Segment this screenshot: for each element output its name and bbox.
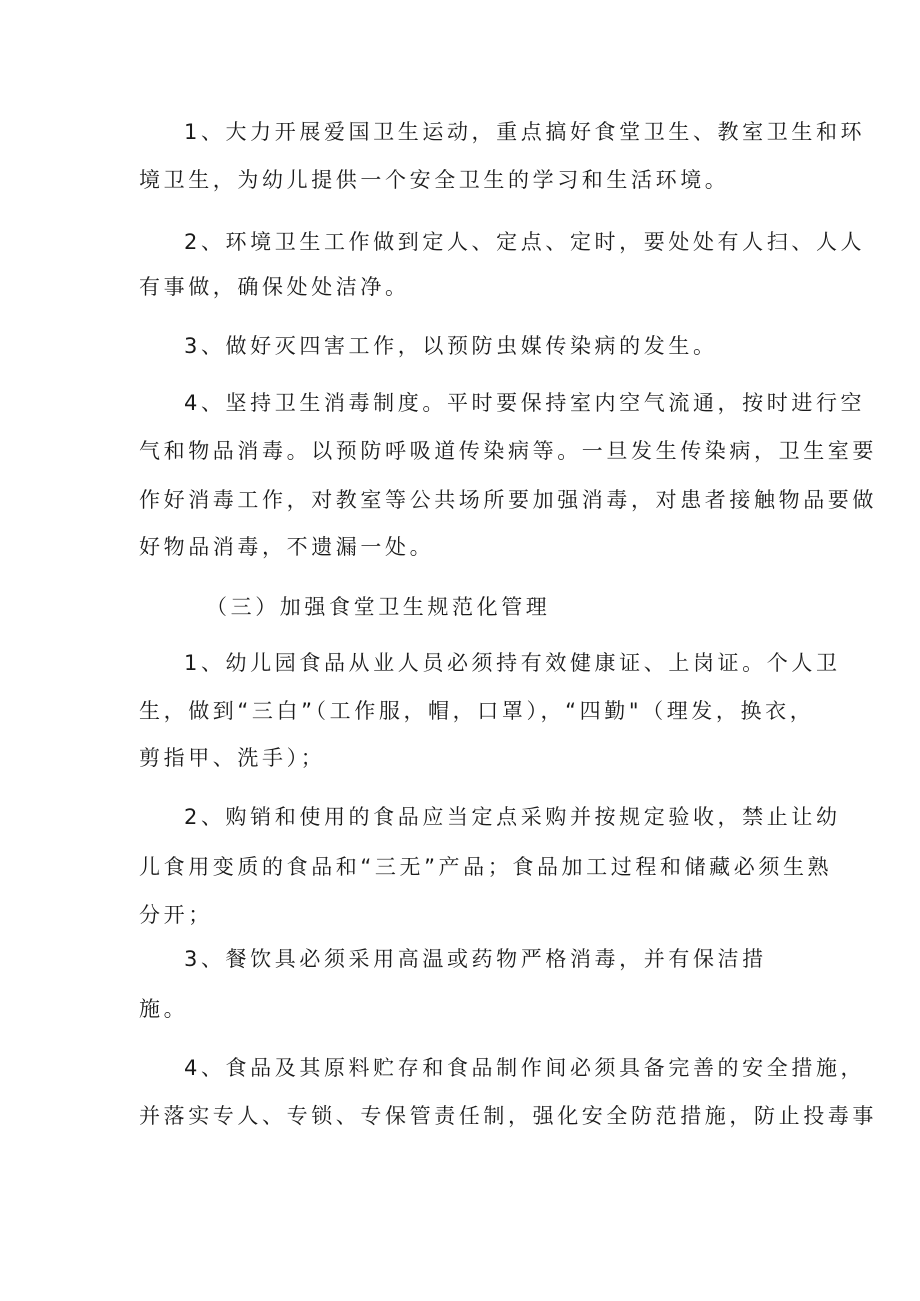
- paragraph-line: 有事做，确保处处洁净。: [139, 275, 410, 299]
- paragraph-line: 气和物品消毒。以预防呼吸道传染病等。一旦发生传染病，卫生室要: [139, 439, 877, 463]
- paragraph-line: 境卫生，为幼儿提供一个安全卫生的学习和生活环境。: [139, 168, 730, 192]
- paragraph-line: 剪指甲、洗手）；: [139, 746, 326, 770]
- paragraph-line: 1、大力开展爱国卫生运动，重点搞好食堂卫生、教室卫生和环: [184, 120, 866, 144]
- paragraph-line: 3、餐饮具必须采用高温或药物严格消毒，并有保洁措: [184, 947, 767, 971]
- paragraph-line: 生，做到“三白”（工作服，帽，口罩），“四勤"（理发，换衣，: [139, 699, 815, 723]
- paragraph-line: 儿食用变质的食品和“三无”产品；食品加工过程和储藏必须生熟: [139, 855, 833, 879]
- paragraph-line: 4、食品及其原料贮存和食品制作间必须具备完善的安全措施，: [184, 1056, 866, 1080]
- paragraph-line: 好物品消毒，不遗漏一处。: [139, 535, 435, 559]
- paragraph-line: 2、环境卫生工作做到定人、定点、定时，要处处有人扫、人人: [184, 230, 866, 254]
- paragraph-line: 2、购销和使用的食品应当定点采购并按规定验收，禁止让幼: [184, 805, 841, 829]
- paragraph-line: 3、做好灭四害工作，以预防虫媒传染病的发生。: [184, 334, 718, 358]
- paragraph-line: 并落实专人、专锁、专保管责任制，强化安全防范措施，防止投毒事: [139, 1104, 877, 1128]
- paragraph-line: 作好消毒工作，对教室等公共场所要加强消毒，对患者接触物品要做: [139, 488, 877, 512]
- paragraph-line: 施。: [139, 997, 189, 1021]
- section-heading: （三）加强食堂卫生规范化管理: [206, 595, 551, 619]
- paragraph-line: 1、幼儿园食品从业人员必须持有效健康证、上岗证。个人卫: [184, 651, 841, 675]
- paragraph-line: 4、坚持卫生消毒制度。平时要保持室内空气流通，按时进行空: [184, 391, 866, 415]
- paragraph-line: 分开；: [139, 903, 213, 927]
